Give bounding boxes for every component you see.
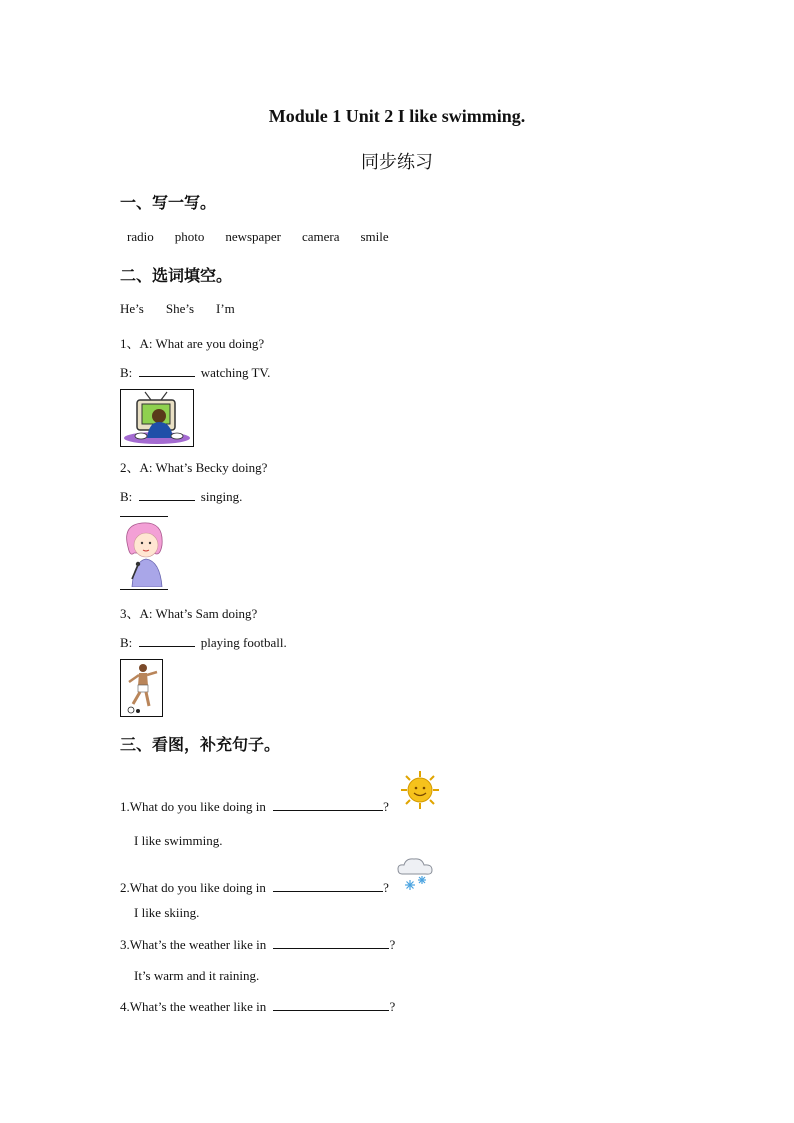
- football-player-picture: [120, 659, 163, 717]
- snow-cloud-icon: [396, 854, 434, 894]
- question-3-2: [120, 880, 389, 896]
- option-item: He’s: [120, 301, 144, 316]
- b-prefix: B:: [120, 635, 133, 650]
- b-suffix: singing.: [200, 489, 243, 504]
- answer-blank[interactable]: [139, 635, 195, 647]
- b-suffix: watching TV.: [200, 365, 271, 380]
- question-2-1-a: 1、A: What are you doing?: [120, 336, 265, 351]
- question-2-3-a: 3、A: What’s Sam doing?: [120, 606, 258, 621]
- answer-blank[interactable]: [139, 489, 195, 501]
- question-end: ?: [389, 937, 396, 952]
- question-3-3: [120, 937, 395, 953]
- word-item: radio: [127, 229, 154, 244]
- question-end: ?: [383, 799, 389, 814]
- singing-girl-picture: [120, 516, 168, 590]
- answer-blank[interactable]: [273, 799, 383, 811]
- answer-blank[interactable]: [273, 880, 383, 892]
- answer-blank[interactable]: [273, 999, 389, 1011]
- question-text: 2.What do you like doing in: [120, 880, 266, 895]
- word-item: camera: [301, 229, 340, 244]
- question-text: 1.What do you like doing in: [120, 799, 266, 814]
- watching-tv-picture: [120, 389, 194, 447]
- section2-heading: 二、选词填空。: [120, 266, 233, 285]
- b-suffix: playing football.: [200, 635, 287, 650]
- b-prefix: B:: [120, 489, 133, 504]
- question-text: 4.What’s the weather like in: [120, 999, 267, 1014]
- page-title: Module 1 Unit 2 I like swimming.: [268, 106, 526, 126]
- question-2-2-a: 2、A: What’s Becky doing?: [120, 460, 268, 475]
- section1-heading: 一、写一写。: [120, 193, 217, 212]
- word-item: smile: [360, 229, 389, 244]
- answer-3-1: I like swimming.: [134, 833, 223, 848]
- sun-icon: [400, 770, 440, 810]
- b-prefix: B:: [120, 365, 133, 380]
- question-text: 3.What’s the weather like in: [120, 937, 267, 952]
- word-item: photo: [174, 229, 205, 244]
- option-item: She’s: [165, 301, 195, 316]
- word-item: newspaper: [225, 229, 281, 244]
- answer-3-2: I like skiing.: [134, 905, 200, 920]
- question-3-1: [120, 799, 389, 815]
- question-2-3-b: [120, 635, 287, 651]
- answer-3-3: It’s warm and it raining.: [134, 968, 260, 983]
- option-item: I’m: [216, 301, 235, 316]
- question-end: ?: [383, 880, 389, 895]
- question-2-1-b: [120, 365, 270, 381]
- word-bank: [127, 229, 410, 245]
- answer-blank[interactable]: [139, 365, 195, 377]
- page-subtitle: 同步练习: [361, 152, 433, 173]
- question-end: ?: [389, 999, 396, 1014]
- question-2-2-b: [120, 489, 242, 505]
- question-3-4: [120, 999, 395, 1015]
- section3-heading: 三、看图，补充句子。: [120, 735, 281, 754]
- answer-blank[interactable]: [273, 937, 389, 949]
- option-bank: [120, 301, 257, 317]
